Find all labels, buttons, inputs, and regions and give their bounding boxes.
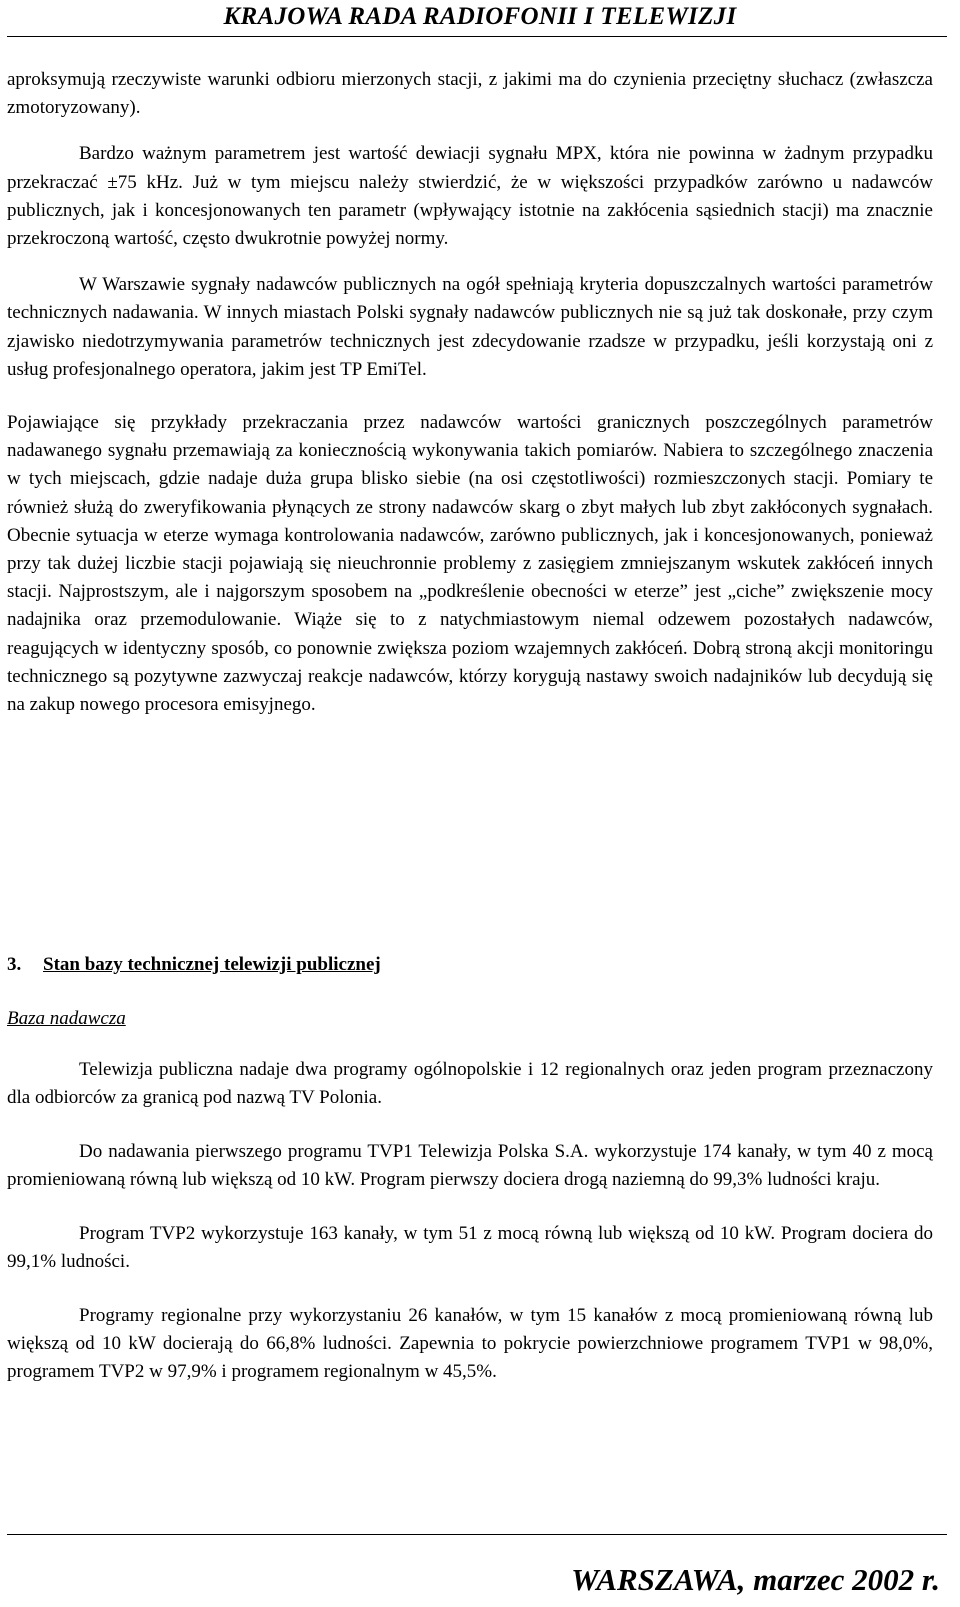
page-header-title: KRAJOWA RADA RADIOFONII I TELEWIZJI: [223, 3, 737, 30]
section-heading: [7, 951, 933, 979]
paragraph: aproksymują rzeczywiste warunki odbioru mierzonych stacji, z jakimi ma do czynienia przeciętny słuchacz (zwłaszcza zmotoryzowany).: [7, 69, 933, 119]
section-number: 3.: [7, 954, 22, 975]
section-title: Stan bazy technicznej telewizji publicznej: [43, 954, 381, 975]
footer-divider: [7, 1534, 947, 1535]
paragraph: Bardzo ważnym parametrem jest wartość dewiacji sygnału MPX, która nie powinna w żadnym przypadku przekraczać ±75 kHz. Już w tym miejscu należy stwierdzić, że w większości przypadków zarówno u nadawców publicznych, jak i koncesjonowanych ten parametr (wpływający istotnie na zakłócenia sąsiednich stacji) ma znacznie przekroczoną wartość, często dwukrotnie powyżej normy.: [7, 143, 933, 250]
paragraph: W Warszawie sygnały nadawców publicznych na ogół spełniają kryteria dopuszczalnych wartości parametrów technicznych nadawania. W innych miastach Polski sygnały nadawców publicznych nie są już tak doskonałe, przy czym zjawisko niedotrzymywania parametrów technicznych jest zdecydowanie rzadsze w przypadku, jeśli korzystają oni z usług profesjonalnego operatora, jakim jest TP EmiTel.: [7, 274, 933, 380]
page-footer: WARSZAWA, marzec 2002 r.: [571, 1562, 940, 1597]
paragraph: Programy regionalne przy wykorzystaniu 26 kanałów, w tym 15 kanałów z mocą promieniowaną równą lub większą od 10 kW docierają do 66,8% ludności. Zapewnia to pokrycie powierzchniowe programem TVP1 w 98,0%, programem TVP2 w 97,9% i programem regionalnym w 45,5%.: [7, 1305, 933, 1382]
body-text: [7, 66, 933, 719]
paragraph: Program TVP2 wykorzystuje 163 kanały, w tym 51 z mocą równą lub większą od 10 kW. Program dociera do 99,1% ludności.: [7, 1223, 933, 1272]
subsection-heading: Baza nadawcza: [7, 1008, 126, 1029]
header-divider: [7, 36, 947, 37]
paragraph: Telewizja publiczna nadaje dwa programy ogólnopolskie i 12 regionalnych oraz jeden program przeznaczony dla odbiorców za granicą pod nazwą TV Polonia.: [7, 1059, 933, 1108]
paragraph: Pojawiające się przykłady przekraczania przez nadawców wartości granicznych poszczególnych parametrów nadawanego sygnału przemawiają za koniecznością wykonywania takich pomiarów. Nabiera to szczególnego znaczenia w tych miejscach, gdzie nadaje duża grupa blisko siebie (na osi częstotliwości) rozmieszczonych stacji. Pomiary te również służą do zweryfikowania płynących ze strony nadawców skarg o zbyt małych lub zbyt zakłóconych sygnałach. Obecnie sytuacja w eterze wymaga kontrolowania nadawców, zarówno publicznych, jak i koncesjonowanych, ponieważ przy tak dużej liczbie stacji pojawiają się nieuchronnie problemy z zasięgiem zmniejszanym wskutek zakłóceń innych stacji. Najprostszym, ale i najgorszym sposobem na „podkreślenie obecności w eterze” jest „ciche” zwiększenie mocy nadajnika oraz przemodulowanie. Wiąże się to z natychmiastowym niemal odzewem pozostałych nadawców, reagujących w identyczny sposób, co ponownie zwiększa poziom wzajemnych zakłóceń. Dobrą stroną akcji monitoringu technicznego są pozytywne zazwyczaj reakcje nadawców, którzy korygują nastawy swoich nadajników lub decydują się na zakup nowego procesora emisyjnego.: [7, 412, 933, 716]
paragraph: Do nadawania pierwszego programu TVP1 Telewizja Polska S.A. wykorzystuje 174 kanały, w tym 40 z mocą promieniowaną równą lub większą od 10 kW. Program pierwszy dociera drogą naziemną do 99,3% ludności kraju.: [7, 1141, 933, 1190]
section-body-text: [7, 1056, 933, 1386]
